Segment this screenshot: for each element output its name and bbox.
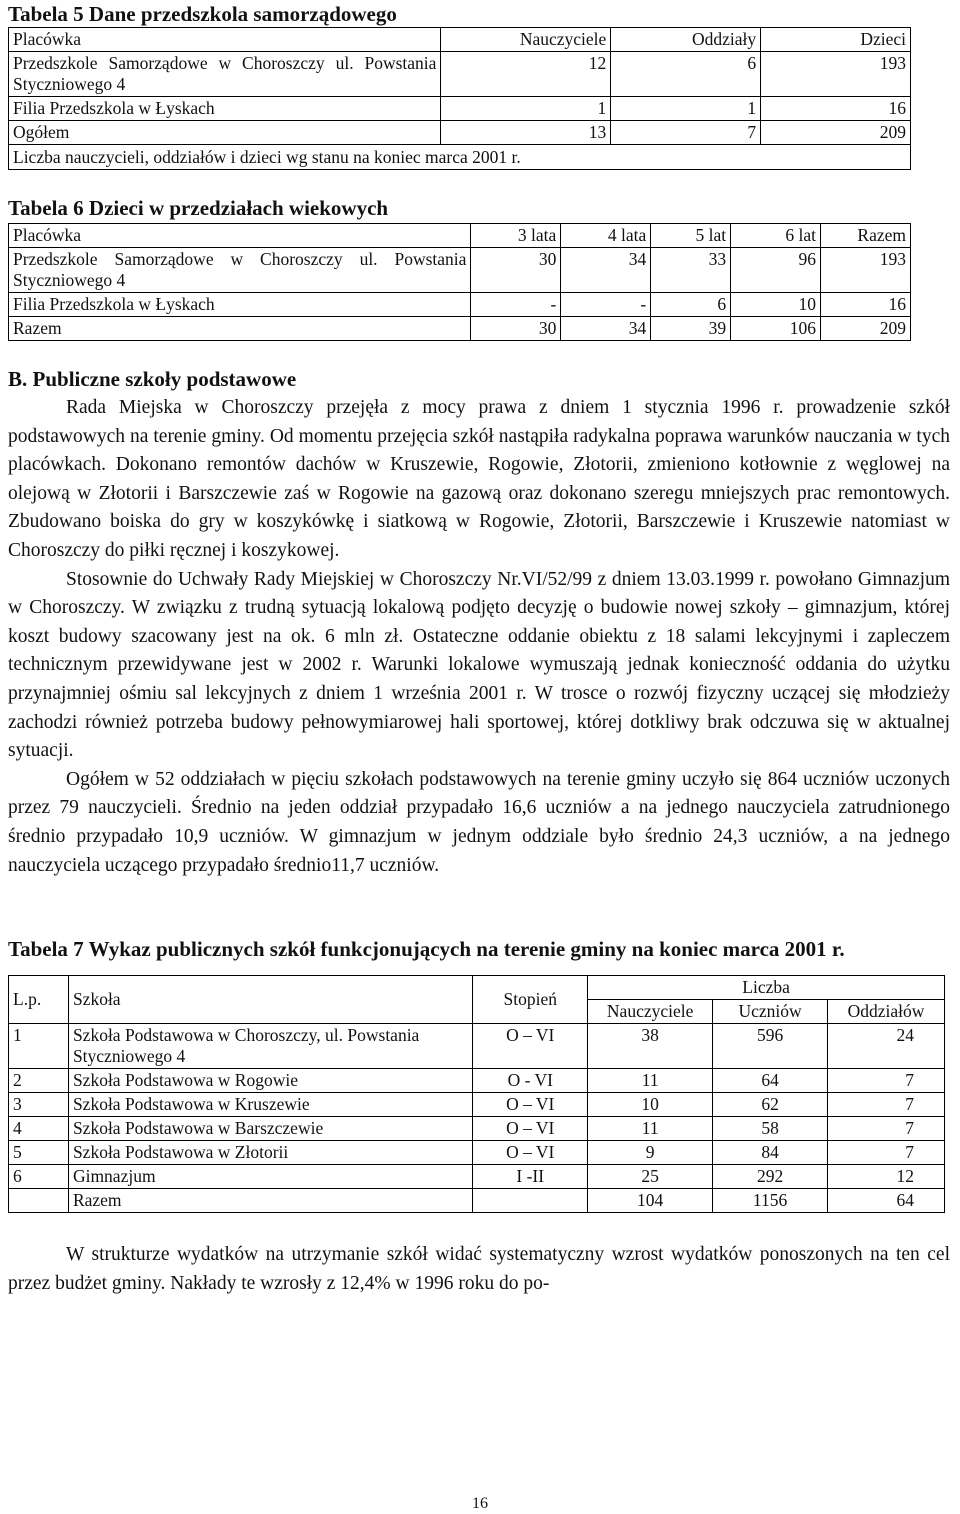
table5-cell: 1	[441, 97, 611, 121]
table6-cell: Filia Przedszkola w Łyskach	[9, 293, 471, 317]
table6-cell: 96	[731, 248, 821, 293]
table7-cell: 6	[9, 1165, 69, 1189]
table6-header: 3 lata	[471, 224, 561, 248]
table7-cell: 7	[828, 1093, 945, 1117]
table7-cell: Szkoła Podstawowa w Rogowie	[68, 1069, 472, 1093]
table5-cell: 16	[761, 97, 911, 121]
table5-caption: Tabela 5 Dane przedszkola samorządowego	[8, 2, 397, 26]
closing-paragraph: W strukturze wydatków na utrzymanie szkół widać systematyczny wzrost wydatków ponoszonych na ten cel przez budżet gminy. Nakłady te wzrosły z 12,4% w 1996 roku do po-	[8, 1244, 950, 1294]
table7-cell: 5	[9, 1141, 69, 1165]
table5-cell: 12	[441, 52, 611, 97]
table7-cell: 7	[828, 1117, 945, 1141]
table7-cell: 24	[828, 1024, 945, 1069]
table-row	[9, 1165, 945, 1189]
table6-cell: 10	[731, 293, 821, 317]
table7-cell: 11	[588, 1069, 713, 1093]
table6-header: 5 lat	[651, 224, 731, 248]
table7-header-stopien: Stopień	[473, 976, 588, 1024]
table6-cell: -	[561, 293, 651, 317]
table7-cell: Razem	[68, 1189, 472, 1213]
table7-cell: 84	[713, 1141, 828, 1165]
table7-cell: 1	[9, 1024, 69, 1069]
table7-cell: 62	[713, 1093, 828, 1117]
table7-cell: 4	[9, 1117, 69, 1141]
table7-header-szkola: Szkoła	[68, 976, 472, 1024]
table7-caption: Tabela 7 Wykaz publicznych szkół funkcjonujących na terenie gminy na koniec marca 2001 r.	[8, 937, 845, 962]
table5-cell: Filia Przedszkola w Łyskach	[9, 97, 441, 121]
paragraph: Rada Miejska w Choroszczy przejęła z mocy prawa z dniem 1 stycznia 1996 r. prowadzenie szkół podstawowych na terenie gminy. Od momentu przejęcia szkół nastąpiła radykalna poprawa warunków nauczania w tych placówkach. Dokonano remontów dachów w Kruszewie, Rogowie, Złotorii, zmieniono kotłownie z węglowej na olejową w Złotorii i Barszczewie zaś w Rogowie na gazową oraz dokonano szeregu mniejszych prac remontowych. Zbudowano boiska do gry w koszykówkę i siatkową w Rogowie, Złotorii, Barszczewie i Kruszewie natomiast w Choroszczy do piłki ręcznej i koszykowej.	[8, 397, 950, 561]
table6-cell: 34	[561, 317, 651, 341]
table7-cell: O – VI	[473, 1024, 588, 1069]
table7-cell: 596	[713, 1024, 828, 1069]
table6-header: 6 lat	[731, 224, 821, 248]
table5-cell: Ogółem	[9, 121, 441, 145]
table7	[8, 975, 945, 1213]
table5-cell: 193	[761, 52, 911, 97]
table5-header: Nauczyciele	[441, 28, 611, 52]
table6-header: Razem	[821, 224, 911, 248]
table6-caption: Tabela 6 Dzieci w przedziałach wiekowych	[8, 196, 389, 220]
table5-cell: 13	[441, 121, 611, 145]
table-row	[9, 317, 911, 341]
table7-header-lp: L.p.	[9, 976, 69, 1024]
table7-cell: 12	[828, 1165, 945, 1189]
table5-note-row	[9, 145, 911, 170]
table6-header: 4 lata	[561, 224, 651, 248]
table7-cell: 2	[9, 1069, 69, 1093]
section-b-heading: B. Publiczne szkoły podstawowe	[8, 367, 297, 391]
table6-cell: 106	[731, 317, 821, 341]
paragraph: Ogółem w 52 oddziałach w pięciu szkołach podstawowych na terenie gminy uczyło się 864 uczniów uczonych przez 79 nauczycieli. Średnio na jeden oddział przypadało 16,6 uczniów a na jednego nauczyciela zatrudnionego średnio przypadało 10,9 uczniów. W gimnazjum w jednym oddziale było średnio 24,3 uczniów, a na jednego nauczyciela uczącego przypadało średnio11,7 uczniów.	[8, 768, 950, 876]
table7-header-liczba: Liczba	[588, 976, 945, 1000]
table6-cell: 193	[821, 248, 911, 293]
table7-cell: 10	[588, 1093, 713, 1117]
table7-header-row	[9, 976, 945, 1000]
table6-cell: 6	[651, 293, 731, 317]
table7-cell: Szkoła Podstawowa w Złotorii	[68, 1141, 472, 1165]
table5-cell: 6	[611, 52, 761, 97]
table6-header: Placówka	[9, 224, 471, 248]
table7-cell: O - VI	[473, 1069, 588, 1093]
table-row	[9, 1093, 945, 1117]
table7-cell	[9, 1189, 69, 1213]
table5-header: Oddziały	[611, 28, 761, 52]
table5-header: Dzieci	[761, 28, 911, 52]
table5-cell: 7	[611, 121, 761, 145]
table7-cell: Szkoła Podstawowa w Kruszewie	[68, 1093, 472, 1117]
table-row	[9, 248, 911, 293]
table5-header: Placówka	[9, 28, 441, 52]
table-row	[9, 1141, 945, 1165]
table7-cell: 3	[9, 1093, 69, 1117]
table6-cell: 30	[471, 317, 561, 341]
table7-cell: 292	[713, 1165, 828, 1189]
table-row	[9, 1189, 945, 1213]
table5-cell: 1	[611, 97, 761, 121]
table7-cell: 25	[588, 1165, 713, 1189]
table7-cell: 64	[713, 1069, 828, 1093]
table7-cell: 7	[828, 1141, 945, 1165]
table6-cell: Razem	[9, 317, 471, 341]
table-row	[9, 97, 911, 121]
table6-cell: 34	[561, 248, 651, 293]
table7-cell: I -II	[473, 1165, 588, 1189]
table6-cell: 33	[651, 248, 731, 293]
table7-cell	[473, 1189, 588, 1213]
table7-cell: 11	[588, 1117, 713, 1141]
table7-cell: 7	[828, 1069, 945, 1093]
table7-cell: 104	[588, 1189, 713, 1213]
table7-cell: Szkoła Podstawowa w Choroszczy, ul. Powstania Styczniowego 4	[68, 1024, 472, 1069]
paragraph: Stosownie do Uchwały Rady Miejskiej w Choroszczy Nr.VI/52/99 z dniem 13.03.1999 r. powołano Gimnazjum w Choroszczy. W związku z trudną sytuacją lokalową podjęto decyzję o budowie nowej szkoły – gimnazjum, której koszt budowy szacowany jest na ok. 6 mln zł. Ostateczne oddanie obiektu z 18 salami lekcyjnymi i zapleczem technicznym przewidywane jest w 2002 r. Warunki lokalowe wymuszają jednak konieczność oddania do użytku przynajmniej ośmiu sal lekcyjnych z dniem 1 września 2001 r. W trosce o rozwój fizyczny uczącej się młodzieży zachodzi również potrzeba budowy pełnowymiarowej hali sportowej, której dotkliwy brak odczuwa się w aktualnej sytuacji.	[8, 568, 950, 762]
table-row	[9, 293, 911, 317]
table6-cell: 16	[821, 293, 911, 317]
table5-cell: Przedszkole Samorządowe w Choroszczy ul. Powstania Styczniowego 4	[9, 52, 441, 97]
table6-cell: -	[471, 293, 561, 317]
table7-cell: O – VI	[473, 1141, 588, 1165]
table5-header-row	[9, 28, 911, 52]
table6-cell: Przedszkole Samorządowe w Choroszczy ul. Powstania Styczniowego 4	[9, 248, 471, 293]
table6	[8, 223, 911, 341]
table7-header-nauczyciele: Nauczyciele	[588, 1000, 713, 1024]
table7-cell: 1156	[713, 1189, 828, 1213]
table7-cell: O – VI	[473, 1117, 588, 1141]
table7-header-oddzialow: Oddziałów	[828, 1000, 945, 1024]
table7-cell: 58	[713, 1117, 828, 1141]
table7-cell: 38	[588, 1024, 713, 1069]
table7-header-uczniow: Uczniów	[713, 1000, 828, 1024]
table7-cell: Gimnazjum	[68, 1165, 472, 1189]
table6-cell: 39	[651, 317, 731, 341]
table7-cell: Szkoła Podstawowa w Barszczewie	[68, 1117, 472, 1141]
table-row	[9, 1024, 945, 1069]
table7-cell: O – VI	[473, 1093, 588, 1117]
page-number: 16	[472, 1495, 488, 1512]
table-row	[9, 1117, 945, 1141]
table-row	[9, 52, 911, 97]
table5	[8, 27, 911, 170]
table7-cell: 9	[588, 1141, 713, 1165]
document-page	[8, 0, 950, 1298]
table5-cell: 209	[761, 121, 911, 145]
table6-cell: 209	[821, 317, 911, 341]
table-row	[9, 121, 911, 145]
table5-note: Liczba nauczycieli, oddziałów i dzieci wg stanu na koniec marca 2001 r.	[9, 145, 911, 170]
table7-cell: 64	[828, 1189, 945, 1213]
table6-header-row	[9, 224, 911, 248]
table6-cell: 30	[471, 248, 561, 293]
table-row	[9, 1069, 945, 1093]
